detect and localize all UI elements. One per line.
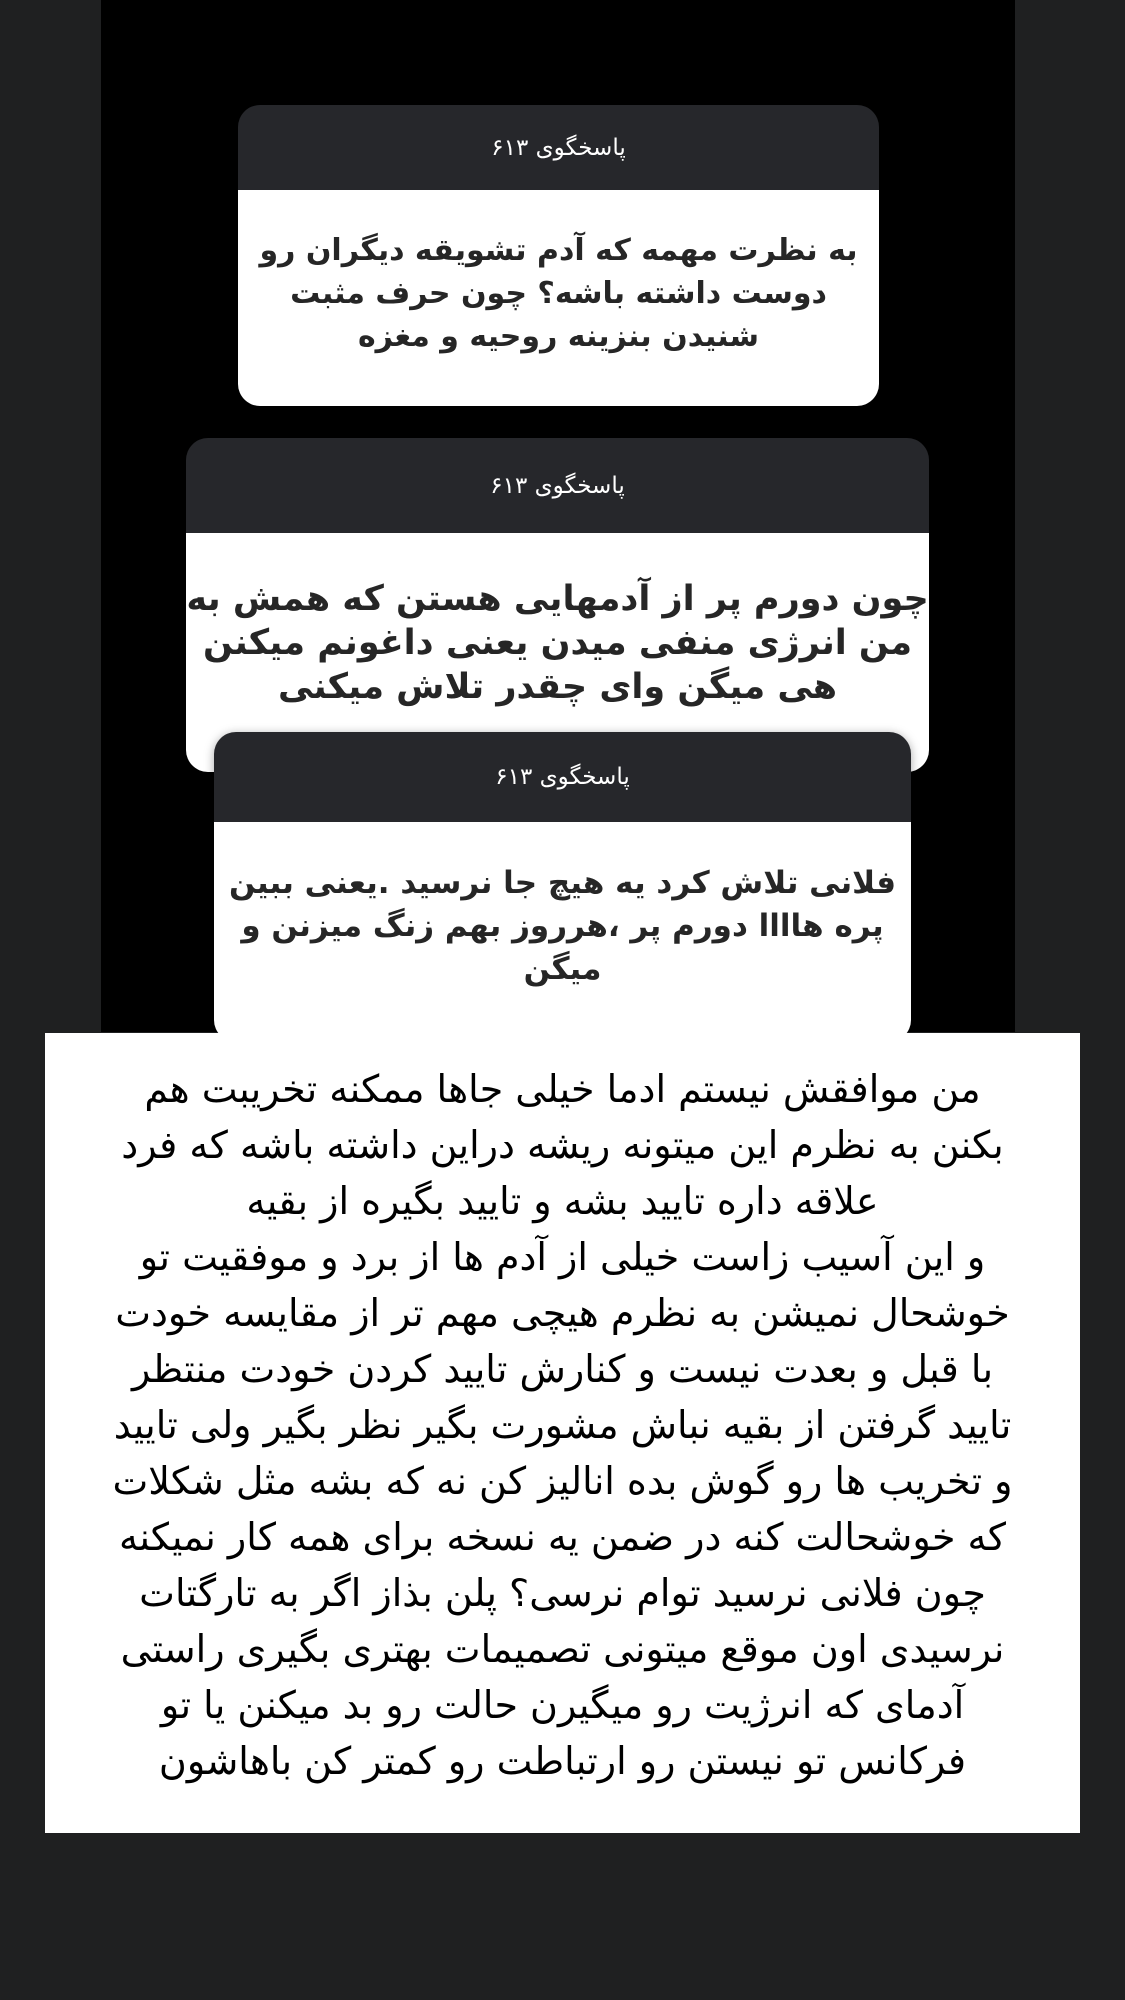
caption-line: و تخریب ها رو گوش بده انالیز کن نه که بشه مثل شکلات <box>112 1459 1013 1503</box>
caption-line: که خوشحالت کنه در ضمن یه نسخه برای همه کار نمیکنه <box>119 1515 1006 1559</box>
question-card-title: پاسخگوی ۶۱۳ <box>495 764 630 790</box>
question-text-line: به نظرت مهمه که آدم تشویقه دیگران رو <box>259 232 858 268</box>
caption-line: علاقه داره تایید بشه و تایید بگیره از بقیه <box>246 1179 879 1223</box>
caption-line: من موافقش نیستم ادما خیلی جاها ممکنه تخریبت هم <box>144 1067 981 1111</box>
question-card-header <box>186 438 929 533</box>
question-text-line: چون دورم پر از آدمهایی هستن که همش به <box>186 579 929 619</box>
question-card-2 <box>186 438 929 772</box>
question-card-header <box>214 732 911 822</box>
question-card-title: پاسخگوی ۶۱۳ <box>490 472 625 499</box>
caption-line: چون فلانی نرسید توام نرسی؟ پلن بذاز اگر به تارگتات <box>139 1571 986 1615</box>
question-card-body <box>238 190 879 406</box>
caption-line: و این آسیب زاست خیلی از آدم ها از برد و موفقیت تو <box>139 1235 986 1279</box>
caption-line: تایید گرفتن از بقیه نباش مشورت بگیر نظر بگیر ولی تایید <box>113 1403 1012 1447</box>
caption-line: آدمای که انرژیت رو میگیرن حالت رو بد میکنن یا تو <box>160 1683 965 1727</box>
caption-line: بکنن به نظرم این میتونه ریشه دراین داشته باشه که فرد <box>121 1123 1004 1167</box>
question-card-title: پاسخگوی ۶۱۳ <box>491 134 626 161</box>
question-card-header <box>238 105 879 190</box>
question-text-line: شنیدن بنزینه روحیه و مغزه <box>357 318 760 354</box>
question-text-line: میگن <box>523 951 602 987</box>
question-text-line: دوست داشته باشه؟ چون حرف مثبت <box>290 275 827 311</box>
caption-line: فرکانس تو نیستن رو ارتباطت رو کمتر کن باهاشون <box>158 1739 967 1783</box>
question-card-3 <box>214 732 911 1042</box>
question-card-body <box>214 822 911 1042</box>
question-text-line: هی میگن وای چقدر تلاش میکنی <box>277 667 838 707</box>
question-text-line: فلانی تلاش کرد یه هیچ جا نرسید .یعنی ببین <box>229 865 897 901</box>
question-text-line: من انرژی منفی میدن یعنی داغونم میکنن <box>202 623 913 663</box>
caption-line: با قبل و بعدت نیست و کنارش تایید کردن خودت منتظر <box>131 1347 994 1391</box>
caption-line: نرسیدی اون موقع میتونی تصمیمات بهتری بگیری راستی <box>120 1627 1005 1671</box>
caption-text-box <box>45 1033 1080 1833</box>
question-text-line: پره هاااا دورم پر ،هرروز بهم زنگ میزنن و <box>241 908 884 944</box>
question-card-1 <box>238 105 879 406</box>
caption-line: خوشحال نمیشن به نظرم هیچی مهم تر از مقایسه خودت <box>115 1291 1010 1335</box>
